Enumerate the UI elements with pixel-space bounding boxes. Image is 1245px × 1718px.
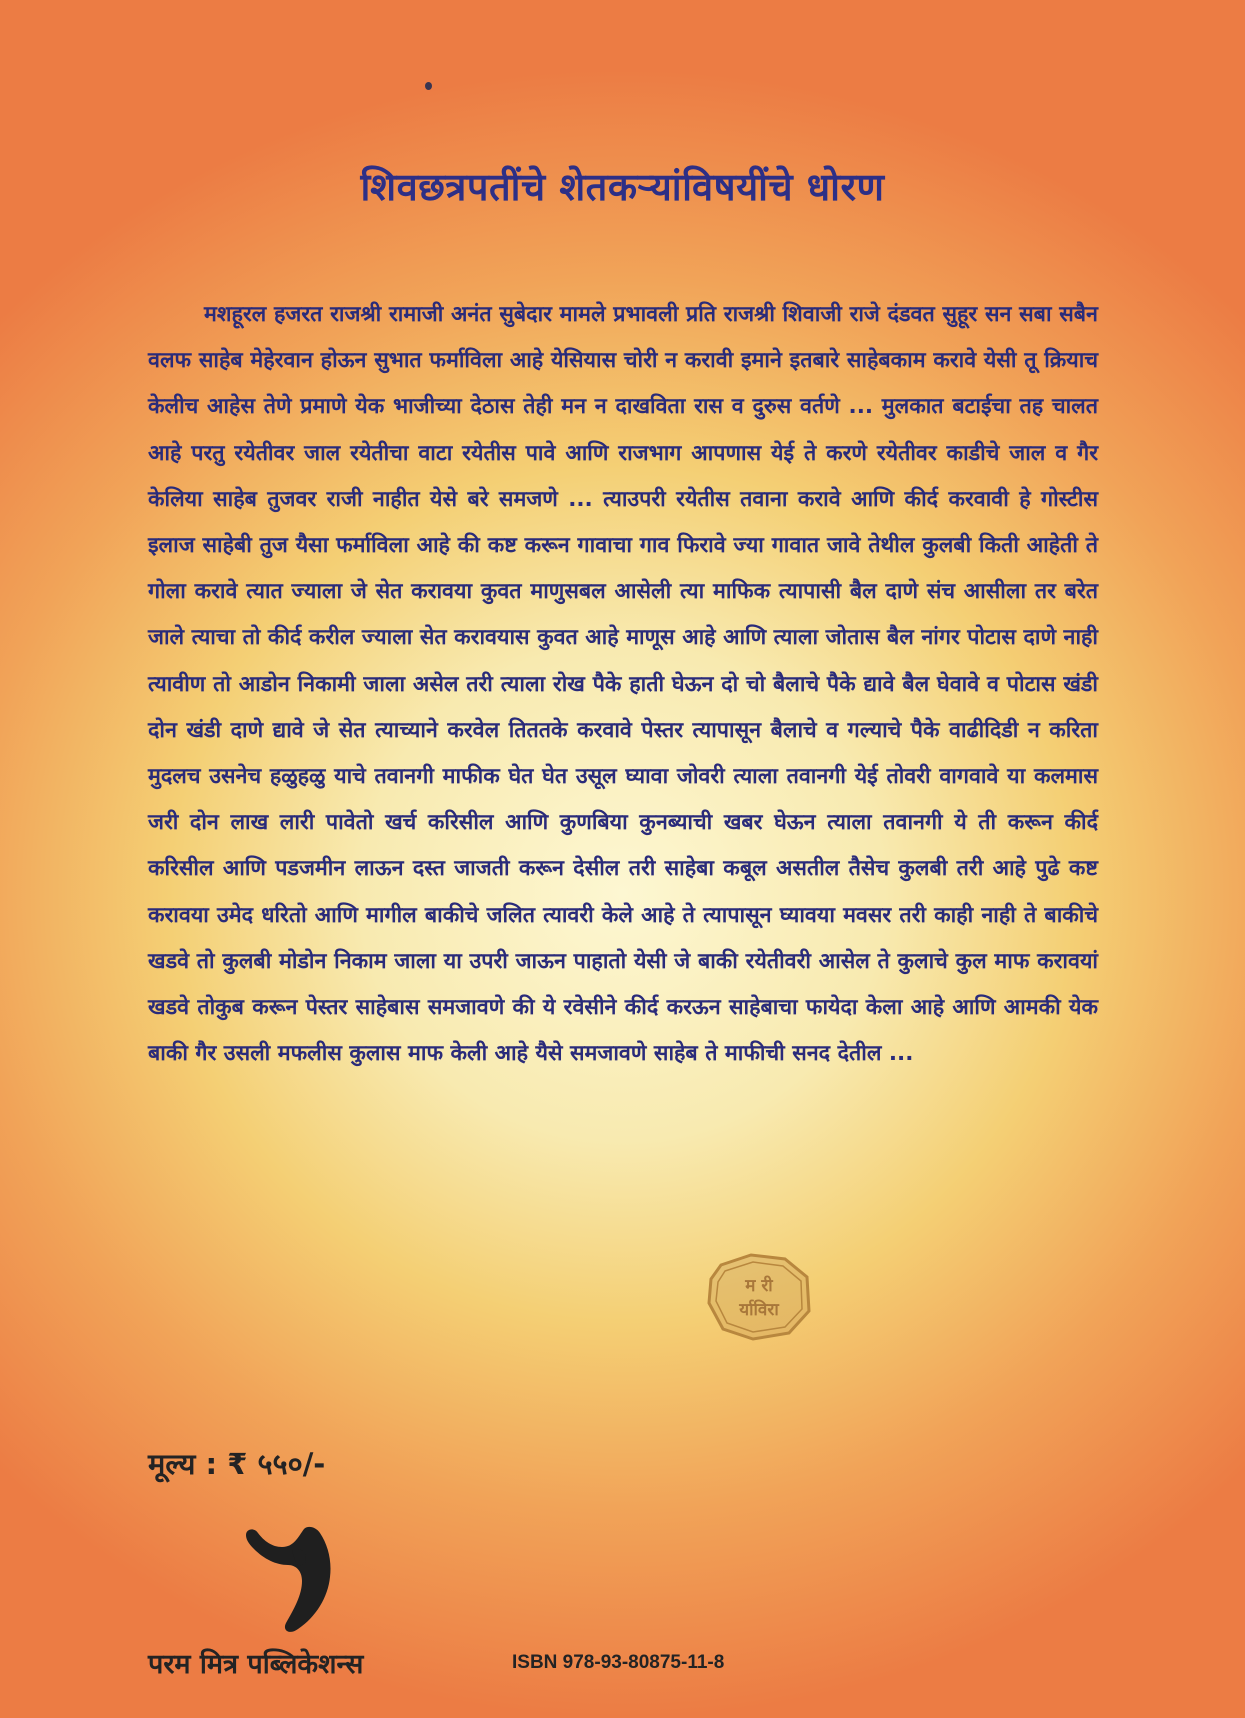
seal-line-2: र्याविरा xyxy=(739,1300,779,1320)
cover-heading: शिवछत्रपतींचे शेतकऱ्यांविषयींचे धोरण xyxy=(360,165,885,209)
publisher-logo-icon xyxy=(242,1525,334,1635)
letter-paragraph: मशहूरल हजरत राजश्री रामाजी अनंत सुबेदार मामले प्रभावली प्रति राजश्री शिवाजी राजे दंडवत सुहूर सन सबा सबैन वलफ साहेब मेहेरवान होऊन सुभात फर्माविला आहे येसियास चोरी न करावी इमाने इतबारे साहेबकाम करावे येसी तू क्रियाच केलीच आहेस तेणे प्रमाणे येक भाजीच्या देठास तेही मन न दाखविता रास व दुरुस वर्तणे ... मुलकात बटाईचा तह चालत आहे परतु रयेतीवर जाल रयेतीचा वाटा रयेतीस पावे आणि राजभाग आपणास येई ते करणे रयेतीवर काडीचे जाल व गैर केलिया साहेब तुजवर राजी नाहीत येसे बरे समजणे ... त्याउपरी रयेतीस तवाना करावे आणि कीर्द करवावी हे गोस्टीस इलाज साहेबी तुज यैसा फर्माविला आहे की कष्ट करून गावाचा गाव फिरावे ज्या गावात जावे तेथील कुलबी किती आहेती ते गोला करावे त्यात ज्याला जे सेत करावया कुवत माणुसबल आसेली त्या माफिक त्यापासी बैल दाणे संच आसीला तर बरेत जाले त्याचा तो कीर्द करील ज्याला सेत करावयास कुवत आहे माणूस आहे आणि त्याला जोतास बैल नांगर पोटास दाणे नाही त्यावीण तो आडोन निकामी जाला असेल तरी त्याला रोख पैके हाती घेऊन दो चो बैलाचे पैके द्यावे बैल घेवावे व पोटास खंडी दोन खंडी दाणे द्यावे जे सेत त्याच्याने करवेल तिततके करवावे पेस्तर त्यापासून बैलाचे व गल्याचे पैके वाढीदिडी न करिता मुदलच उसनेच हळुहळु याचे तवानगी माफीक घेत घेत उसूल घ्यावा जोवरी त्याला तवानगी येई तोवरी वागवावे या कलमास जरी दोन लाख लारी पावेतो खर्च करिसील आणि कुणबिया कुनब्याची खबर घेऊन त्याला तवानगी ये ती करून कीर्द करिसील आणि पडजमीन लाऊन दस्त जाजती करून देसील तरी साहेबा कबूल असतील तैसेच कुलबी तरी आहे पुढे कष्ट करावया उमेद धरितो आणि मागील बाकीचे जलित त्यावरी केले आहे ते त्यापासून घ्यावया मवसर तरी काही नाही ते बाकीचे खडवे तो कुलबी मोडोन निकाम जाला या उपरी जाऊन पाहातो येसी जे बाकी रयेतीवरी आसेल ते कुलाचे कुल माफ करावयां खडवे तोकुब करून पेस्तर साहेबास समजावणे की ये रवेसीने कीर्द करऊन साहेबाचा फायेदा केला आहे आणि आमकी येक बाकी गैर उसली मफलीस कुलास माफ केली आहे यैसे समजावणे साहेब ते माफीची सनद देतील ... xyxy=(148,302,1098,1067)
publisher-name: परम मित्र पब्लिकेशन्स xyxy=(148,1649,364,1680)
isbn-number: ISBN 978-93-80875-11-8 xyxy=(512,1652,725,1673)
seal-line-1: म री xyxy=(745,1276,773,1296)
ink-speck xyxy=(425,82,432,90)
royal-seal-icon xyxy=(703,1251,815,1341)
price-label: मूल्य : ₹ ५५०/- xyxy=(148,1447,326,1481)
